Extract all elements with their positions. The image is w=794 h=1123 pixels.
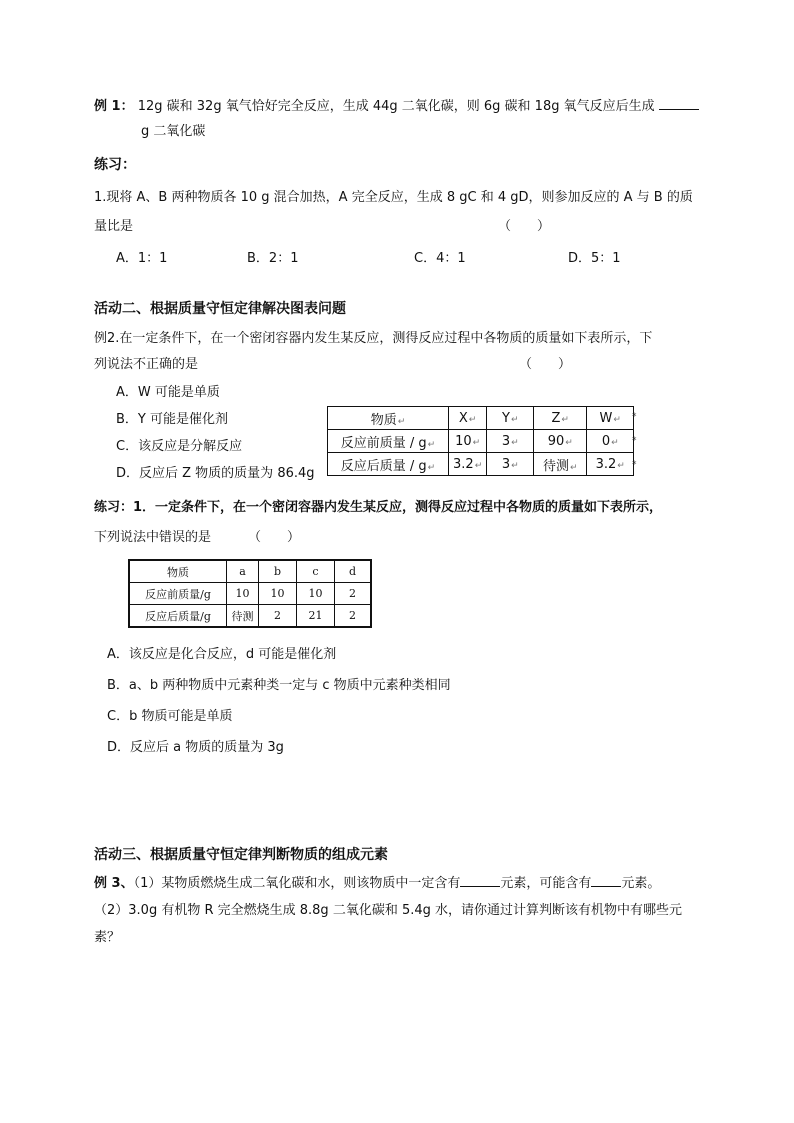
table-cell: 待测↵: [534, 453, 587, 476]
option-d: D．5：1: [568, 251, 621, 266]
table-header-cell: c: [297, 560, 335, 583]
practice-2-option-b: B．a、b 两种物质中元素种类一定与 c 物质中元素种类相同: [107, 678, 451, 693]
table-header-cell: 物质: [129, 560, 227, 583]
table-header-cell: X↵: [449, 407, 487, 430]
example-3-part2-line2: 素？: [94, 930, 121, 945]
activity-2-heading: 活动二、根据质量守恒定律解决图表问题: [94, 301, 346, 317]
option-c: C．4：1: [414, 251, 466, 266]
table-cell: 3.2↵: [449, 453, 487, 476]
table-cell: 3.2↵: [587, 453, 634, 476]
table-cell: 10: [297, 583, 335, 605]
option-a: A．1：1: [116, 251, 168, 266]
table-cell: 3↵: [487, 453, 534, 476]
table-cell: 反应前质量/g: [129, 583, 227, 605]
row-end-mark: *: [632, 412, 637, 422]
table-cell: 21: [297, 605, 335, 628]
example-3-part2-line1: （2）3.0g 有机物 R 完全燃烧生成 8.8g 二氧化碳和 5.4g 水，请你通过计算判断该有机物中有哪些元: [94, 903, 683, 918]
table-cell: 0↵: [587, 430, 634, 453]
practice-2-option-c: C．b 物质可能是单质: [107, 709, 233, 724]
practice-heading: 练习：: [94, 157, 136, 173]
table-cell: 10↵: [449, 430, 487, 453]
table-cell: 2: [335, 583, 372, 605]
row-end-mark: *: [632, 436, 637, 446]
table-header-cell: 物质↵: [328, 407, 449, 430]
table-header-row: [328, 407, 634, 430]
table-cell: 反应前质量 / g↵: [328, 430, 449, 453]
table-cell: 2: [259, 605, 297, 628]
mass-table-1: [327, 406, 634, 476]
practice-2-option-a: A．该反应是化合反应，d 可能是催化剂: [107, 647, 337, 662]
practice-2-line1: 练习：1．一定条件下，在一个密闭容器内发生某反应，测得反应过程中各物质的质量如下表所示，: [94, 500, 663, 515]
answer-blank[interactable]: [460, 874, 500, 887]
table-header-cell: d: [335, 560, 372, 583]
example-2-line2: 列说法不正确的是: [94, 357, 199, 372]
table-header-row: [129, 560, 371, 583]
table-header-cell: Y↵: [487, 407, 534, 430]
answer-paren: （ ）: [498, 219, 551, 234]
table-cell: 90↵: [534, 430, 587, 453]
example-2-option-b: B．Y 可能是催化剂: [116, 412, 228, 427]
table-header-cell: W↵: [587, 407, 634, 430]
table-row: [129, 583, 371, 605]
answer-paren: （ ）: [519, 357, 572, 372]
example-3-part1: 例 3、（1）某物质燃烧生成二氧化碳和水，则该物质中一定含有 元素，可能含有 元素。: [94, 876, 661, 891]
table-cell: 2: [335, 605, 372, 628]
example-2-option-d: D．反应后 Z 物质的质量为 86.4g: [116, 466, 315, 481]
answer-blank[interactable]: [591, 874, 621, 887]
example-2-option-a: A．W 可能是单质: [116, 385, 220, 400]
table-cell: 待测: [227, 605, 259, 628]
example-3-label: 例 3、: [94, 876, 134, 891]
answer-paren: （ ）: [248, 530, 301, 545]
table-cell: 3↵: [487, 430, 534, 453]
example-2-option-c: C．该反应是分解反应: [116, 439, 243, 454]
example-1-line2: g 二氧化碳: [141, 124, 206, 139]
table-header-cell: Z↵: [534, 407, 587, 430]
mass-table-2: [128, 559, 372, 628]
example-2-line1: 例2.在一定条件下，在一个密闭容器内发生某反应，测得反应过程中各物质的质量如下表所示，下: [94, 331, 653, 346]
example-1-line1: [94, 97, 699, 115]
table-header-cell: a: [227, 560, 259, 583]
table-cell: 反应后质量/g: [129, 605, 227, 628]
row-end-mark: *: [632, 460, 637, 470]
option-b: B．2：1: [247, 251, 299, 266]
table-cell: 10: [227, 583, 259, 605]
example-1-text: 12g 碳和 32g 氧气恰好完全反应，生成 44g 二氧化碳，则 6g 碳和 18g 氧气反应后生成: [137, 99, 655, 114]
practice-2-line2: 下列说法中错误的是: [94, 530, 212, 545]
activity-3-heading: 活动三、根据质量守恒定律判断物质的组成元素: [94, 847, 388, 863]
table-row: [328, 453, 634, 476]
table-header-cell: b: [259, 560, 297, 583]
practice-2-option-d: D．反应后 a 物质的质量为 3g: [107, 740, 284, 755]
example-1-label: 例 1：: [94, 99, 134, 114]
table-row: [129, 605, 371, 628]
table-cell: 10: [259, 583, 297, 605]
practice-1-question-line1: 1.现将 A、B 两种物质各 10 g 混合加热，A 完全反应，生成 8 gC 和 4 gD，则参加反应的 A 与 B 的质: [94, 190, 693, 205]
answer-blank[interactable]: [659, 97, 699, 110]
practice-1-question-line2: 量比是: [94, 219, 134, 234]
table-row: [328, 430, 634, 453]
table-cell: 反应后质量 / g↵: [328, 453, 449, 476]
